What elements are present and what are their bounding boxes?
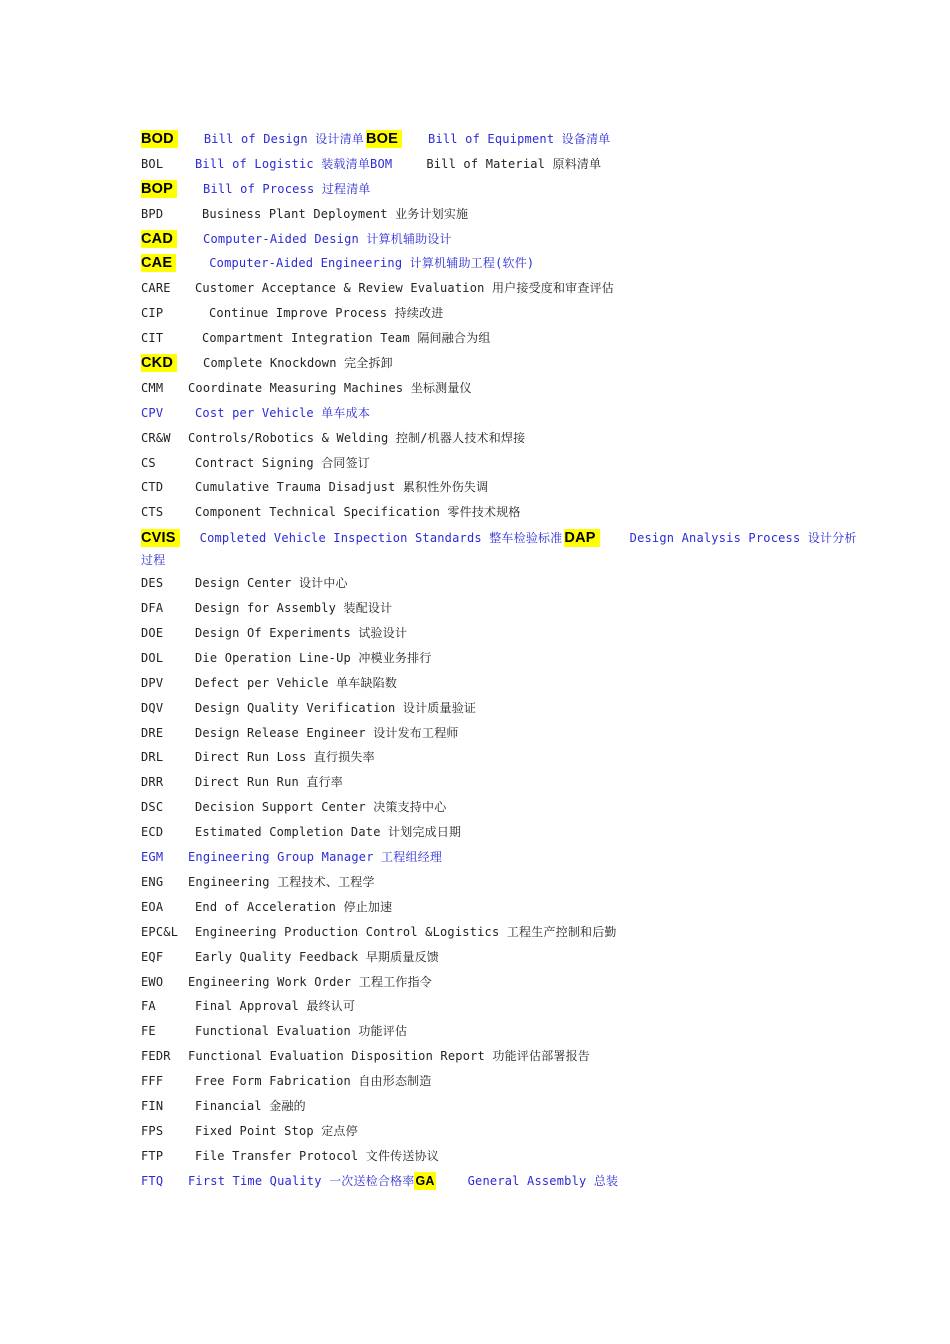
glossary-row (141, 745, 861, 770)
glossary-abbr: CAE (141, 254, 176, 272)
glossary-row (141, 401, 861, 426)
glossary-term: Design Center 设计中心 (195, 576, 348, 591)
glossary-abbr: BOD (141, 130, 178, 148)
glossary-abbr: CARE (141, 281, 171, 296)
glossary-abbr: CMM (141, 380, 164, 395)
glossary-term: Compartment Integration Team 隔间融合为组 (202, 331, 491, 346)
glossary-term: Customer Acceptance & Review Evaluation 用户接受度和审查评估 (195, 281, 614, 296)
glossary-abbr: DPV (141, 675, 164, 690)
glossary-abbr: CPV (141, 405, 164, 420)
glossary-row (141, 1119, 861, 1144)
glossary-abbr: CIP (141, 306, 164, 321)
glossary-term: Fixed Point Stop 定点停 (195, 1123, 358, 1138)
glossary-row (141, 177, 861, 202)
glossary-document (141, 127, 861, 1194)
glossary-abbr: FFF (141, 1074, 164, 1089)
glossary-row (141, 1144, 861, 1169)
glossary-row (141, 376, 861, 401)
glossary-term: Free Form Fabrication 自由形态制造 (195, 1074, 432, 1089)
glossary-abbr: ECD (141, 825, 164, 840)
glossary-abbr: DOL (141, 650, 164, 665)
glossary-row (141, 251, 861, 276)
glossary-row (141, 920, 861, 945)
glossary-row (141, 1044, 861, 1069)
glossary-row (141, 301, 861, 326)
glossary-row (141, 994, 861, 1019)
glossary-term: Coordinate Measuring Machines 坐标测量仪 (188, 380, 472, 395)
glossary-term: Cumulative Trauma Disadjust 累积性外伤失调 (195, 480, 489, 495)
glossary-term: Computer-Aided Engineering 计算机辅助工程(软件) (209, 256, 535, 271)
glossary-abbr: CIT (141, 331, 164, 346)
glossary-abbr: FPS (141, 1123, 164, 1138)
glossary-term: Engineering Production Control &Logistics 工程生产控制和后勤 (195, 924, 617, 939)
glossary-abbr: EGM (141, 850, 164, 865)
glossary-abbr: DES (141, 576, 164, 591)
glossary-abbr: BOE (366, 130, 402, 148)
glossary-row (141, 671, 861, 696)
glossary-term: Die Operation Line-Up 冲模业务排行 (195, 650, 432, 665)
glossary-term: Cost per Vehicle 单车成本 (195, 405, 371, 420)
glossary-abbr: CKD (141, 354, 177, 372)
glossary-row (141, 1069, 861, 1094)
glossary-abbr: DRL (141, 750, 164, 765)
glossary-row (141, 970, 861, 995)
glossary-term: Decision Support Center 决策支持中心 (195, 800, 447, 815)
glossary-abbr: DSC (141, 800, 164, 815)
glossary-term: Functional Evaluation 功能评估 (195, 1024, 408, 1039)
glossary-abbr: EPC&L (141, 924, 179, 939)
glossary-abbr: GA (415, 1173, 435, 1188)
glossary-term: Bill of Material 原料清单 (426, 156, 602, 171)
glossary-term: Complete Knockdown 完全拆卸 (203, 356, 393, 371)
glossary-abbr: FIN (141, 1098, 164, 1113)
glossary-row (141, 202, 861, 227)
glossary-term: Bill of Equipment 设备清单 (428, 132, 611, 146)
glossary-abbr: CVIS (141, 529, 180, 547)
glossary-term: General Assembly 总装 (467, 1173, 619, 1188)
glossary-row (141, 621, 861, 646)
glossary-row (141, 1094, 861, 1119)
glossary-abbr: FA (141, 999, 156, 1014)
glossary-abbr: BOP (141, 180, 177, 198)
glossary-row (141, 571, 861, 596)
glossary-abbr: ENG (141, 874, 164, 889)
glossary-row (141, 945, 861, 970)
glossary-term: Business Plant Deployment 业务计划实施 (202, 206, 469, 221)
glossary-term: Functional Evaluation Disposition Report 功能评估部署报告 (188, 1049, 591, 1064)
glossary-abbr: DRE (141, 725, 164, 740)
glossary-abbr: EWO (141, 974, 164, 989)
glossary-term: Engineering Work Order 工程工作指令 (188, 974, 432, 989)
glossary-row (141, 451, 861, 476)
glossary-term: Bill of Process 过程清单 (203, 181, 371, 196)
glossary-abbr: EOA (141, 899, 164, 914)
glossary-term: End of Acceleration 停止加速 (195, 899, 393, 914)
glossary-abbr: CAD (141, 230, 177, 248)
glossary-term: Design Analysis Process 设计分析过程 (141, 531, 857, 568)
glossary-abbr: FTP (141, 1148, 164, 1163)
glossary-term: Contract Signing 合同签订 (195, 455, 371, 470)
glossary-row (141, 227, 861, 252)
glossary-term: Early Quality Feedback 早期质量反馈 (195, 949, 439, 964)
glossary-abbr: BOM (370, 156, 393, 171)
glossary-term: Design Release Engineer 设计发布工程师 (195, 725, 459, 740)
glossary-term: Component Technical Specification 零件技术规格 (195, 505, 521, 520)
glossary-term: Final Approval 最终认可 (195, 999, 356, 1014)
glossary-row (141, 525, 861, 571)
glossary-row (141, 152, 861, 177)
glossary-term: Continue Improve Process 持续改进 (209, 306, 444, 321)
glossary-row (141, 1169, 861, 1194)
glossary-abbr: FEDR (141, 1049, 171, 1064)
glossary-row (141, 351, 861, 376)
glossary-row (141, 895, 861, 920)
glossary-abbr: DQV (141, 700, 164, 715)
glossary-abbr: CTS (141, 505, 164, 520)
glossary-row (141, 696, 861, 721)
glossary-term: Design Quality Verification 设计质量验证 (195, 700, 477, 715)
glossary-abbr: DOE (141, 626, 164, 641)
glossary-abbr: FTQ (141, 1173, 164, 1188)
glossary-abbr: DAP (564, 529, 599, 547)
glossary-term: Direct Run Run 直行率 (195, 775, 343, 790)
glossary-abbr: BPD (141, 206, 164, 221)
glossary-row (141, 596, 861, 621)
glossary-term: Direct Run Loss 直行损失率 (195, 750, 375, 765)
glossary-abbr: DFA (141, 601, 164, 616)
glossary-row (141, 1019, 861, 1044)
glossary-abbr: EQF (141, 949, 164, 964)
glossary-row (141, 500, 861, 525)
glossary-term: Controls/Robotics & Welding 控制/机器人技术和焊接 (188, 430, 526, 445)
glossary-row (141, 721, 861, 746)
glossary-row (141, 820, 861, 845)
glossary-term: Computer-Aided Design 计算机辅助设计 (203, 231, 452, 246)
glossary-row (141, 426, 861, 451)
glossary-term: Design for Assembly 装配设计 (195, 601, 393, 616)
glossary-row (141, 845, 861, 870)
glossary-row (141, 326, 861, 351)
glossary-term: Completed Vehicle Inspection Standards 整车检验标准 (199, 531, 563, 546)
glossary-term: Engineering 工程技术、工程学 (188, 874, 375, 889)
glossary-row (141, 276, 861, 301)
glossary-row (141, 870, 861, 895)
glossary-term: Bill of Logistic 装载清单 (195, 156, 371, 171)
glossary-term: First Time Quality 一次送检合格率 (188, 1173, 415, 1188)
glossary-row (141, 475, 861, 500)
glossary-abbr: CR&W (141, 430, 171, 445)
glossary-term: Bill of Design 设计清单 (203, 132, 364, 146)
glossary-term: Estimated Completion Date 计划完成日期 (195, 825, 462, 840)
glossary-row (141, 770, 861, 795)
glossary-term: Financial 金融的 (195, 1098, 306, 1113)
glossary-abbr: CTD (141, 480, 164, 495)
glossary-row (141, 127, 861, 152)
glossary-row (141, 646, 861, 671)
glossary-abbr: FE (141, 1024, 156, 1039)
glossary-abbr: DRR (141, 775, 164, 790)
glossary-term: Design Of Experiments 试验设计 (195, 626, 408, 641)
glossary-term: Defect per Vehicle 单车缺陷数 (195, 675, 398, 690)
glossary-row (141, 795, 861, 820)
glossary-abbr: BOL (141, 156, 164, 171)
glossary-term: File Transfer Protocol 文件传送协议 (195, 1148, 439, 1163)
glossary-term: Engineering Group Manager 工程组经理 (188, 850, 443, 865)
glossary-abbr: CS (141, 455, 156, 470)
